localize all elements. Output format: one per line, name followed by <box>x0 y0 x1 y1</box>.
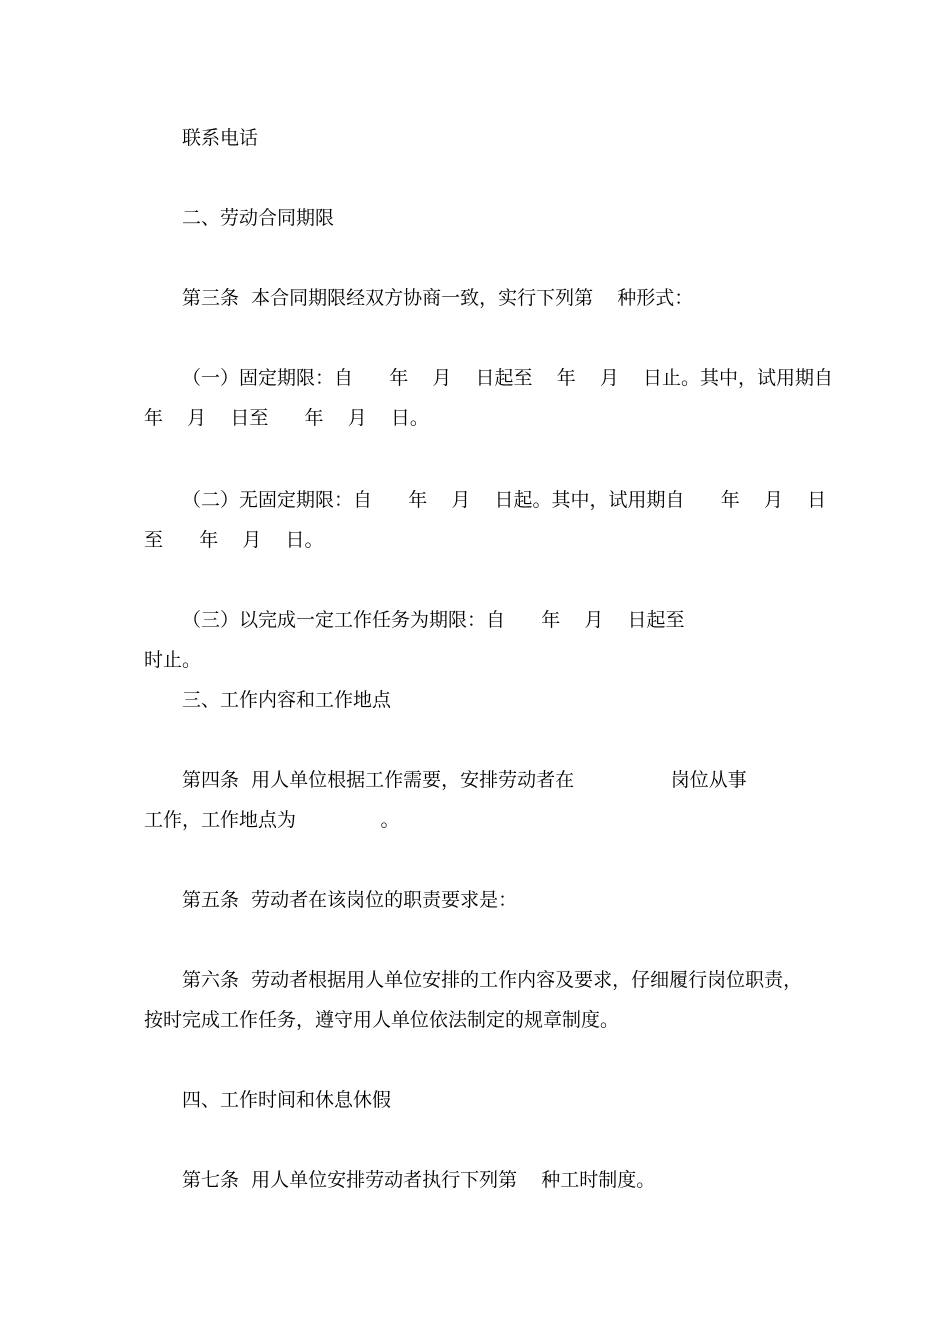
term-option-1-line-2: 年 月 日至 年 月 日。 <box>144 407 429 429</box>
term-option-2-line-1: （二）无固定期限：自 年 月 日起。其中，试用期自 年 月 日 <box>182 489 827 511</box>
article-6-line-2: 按时完成工作任务，遵守用人单位依法制定的规章制度。 <box>144 1009 620 1031</box>
section-heading-contract-term: 二、劳动合同期限 <box>182 207 335 229</box>
term-option-3-line-1: （三）以完成一定工作任务为期限：自 年 月 日起至 <box>182 609 685 631</box>
article-6-line-1: 第六条 劳动者根据用人单位安排的工作内容及要求，仔细履行岗位职责， <box>182 969 803 991</box>
article-7: 第七条 用人单位安排劳动者执行下列第 种工时制度。 <box>182 1169 656 1191</box>
term-option-2-line-2: 至 年 月 日。 <box>144 529 324 551</box>
term-option-3-line-2: 时止。 <box>144 649 202 671</box>
contact-phone-label: 联系电话 <box>182 127 259 149</box>
article-4-line-1: 第四条 用人单位根据工作需要，安排劳动者在 岗位从事 <box>182 769 747 791</box>
article-3: 第三条 本合同期限经双方协商一致，实行下列第 种形式： <box>182 287 694 309</box>
article-4-line-2: 工作，工作地点为 。 <box>144 809 400 831</box>
term-option-1-line-1: （一）固定期限：自 年 月 日起至 年 月 日止。其中，试用期自 <box>182 367 834 389</box>
section-heading-work-content: 三、工作内容和工作地点 <box>182 689 392 711</box>
section-heading-working-hours: 四、工作时间和休息休假 <box>182 1089 392 1111</box>
article-5: 第五条 劳动者在该岗位的职责要求是： <box>182 889 518 911</box>
